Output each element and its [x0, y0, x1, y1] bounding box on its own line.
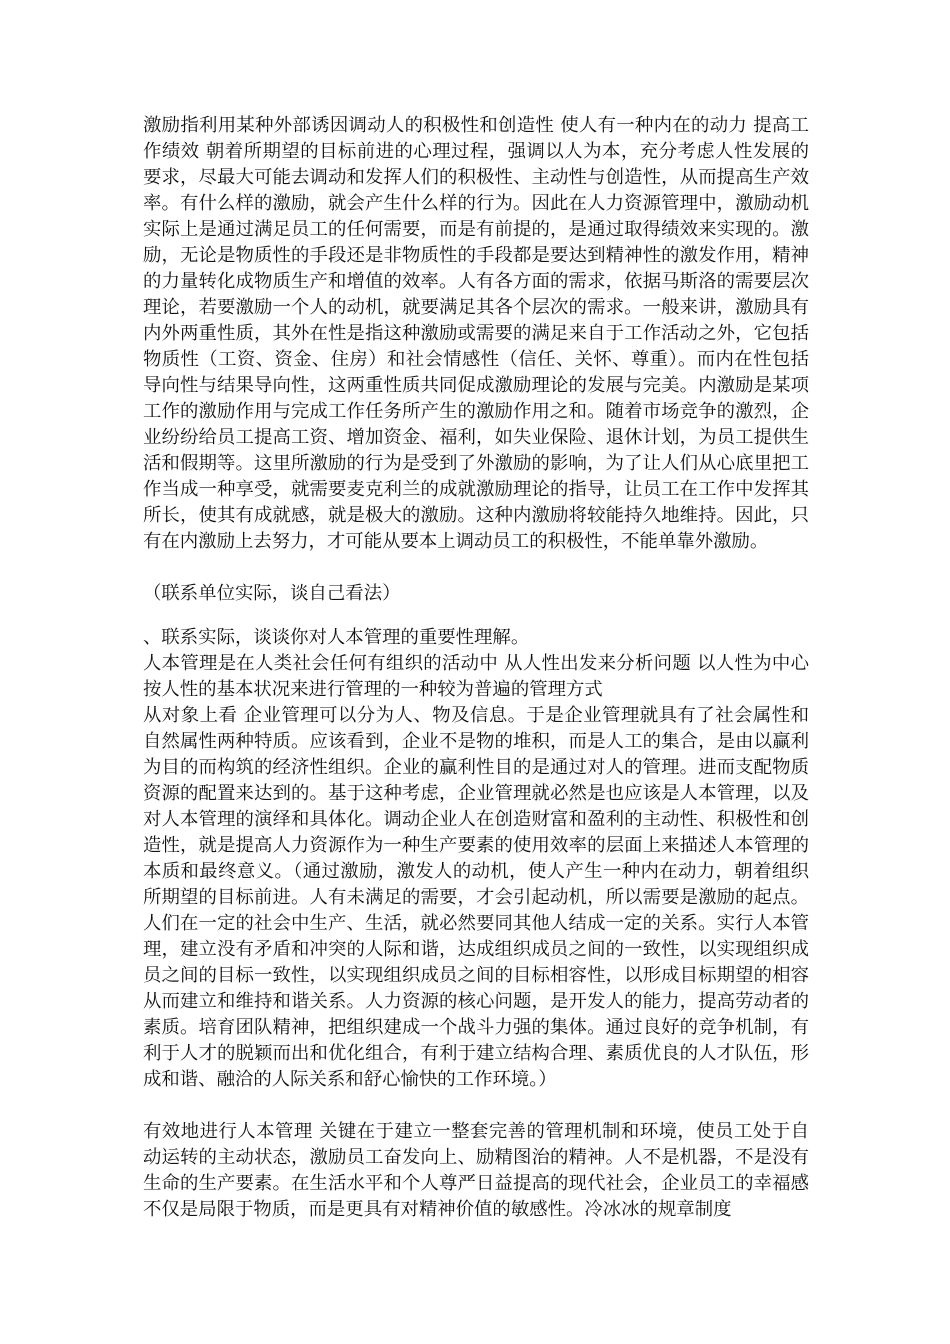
- paragraph-object-perspective: 从对象上看 企业管理可以分为人、物及信息。于是企业管理就具有了社会属性和自然属性两种特质。应该看到，企业不是物的堆积，而是人工的集合，是由以赢利为目的而构筑的经济性组织。企业的赢利性目的是通过对人的管理。进而支配物质资源的配置来达到的。基于这种考虑，企业管理就必然是也应该是人本管理，以及对人本管理的演绎和具体化。调动企业人在创造财富和盈利的主动性、积极性和创造性，就是提高人力资源作为一种生产要素的使用效率的层面上来描述人本管理的本质和最终意义。（通过激励，激发人的动机，使人产生一种内在动力，朝着组织所期望的目标前进。人有未满足的需要，才会引起动机，所以需要是激励的起点。人们在一定的社会中生产、生活，就必然要同其他人结成一定的关系。实行人本管理，建立没有矛盾和冲突的人际和谐，达成组织成员之间的一致性，以实现组织成员之间的目标一致性，以实现组织成员之间的目标相容性，以形成目标期望的相容从而建立和维持和谐关系。人力资源的核心问题，是开发人的能力，提高劳动者的素质。培育团队精神，把组织建成一个战斗力强的集体。通过良好的竞争机制，有利于人才的脱颖而出和优化组合，有利于建立结构合理、素质优良的人才队伍，形成和谐、融洽的人际关系和舒心愉快的工作环境。）: [143, 705, 809, 1090]
- paragraph-assignment-note: （联系单位实际，谈自己看法）: [143, 583, 401, 604]
- paragraph-question-heading: 、联系实际，谈谈你对人本管理的重要性理解。: [143, 627, 530, 648]
- paragraph-human-management-definition: 人本管理是在人类社会任何有组织的活动中 从人性出发来分析问题 以人性为中心 按人性的基本状况来进行管理的一种较为普遍的管理方式: [143, 653, 809, 700]
- paragraph-effective-management: 有效地进行人本管理 关键在于建立一整套完善的管理机制和环境，使员工处于自动运转的主动状态，激励员工奋发向上、励精图治的精神。人不是机器，不是没有生命的生产要素。在生活水平和个人尊严日益提高的现代社会，企业员工的幸福感不仅是局限于物质，而是更具有对精神价值的敏感性。冷冰冰的规章制度: [143, 1121, 809, 1220]
- document-body: [143, 113, 809, 1223]
- paragraph-motivation-definition: 激励指利用某种外部诱因调动人的积极性和创造性 使人有一种内在的动力 提高工作绩效 朝着所期望的目标前进的心理过程，强调以人为本，充分考虑人性发展的要求，尽最大可能去调动和发挥人们的积极性、主动性与创造性，从而提高生产效率。有什么样的激励，就会产生什么样的行为。因此在人力资源管理中，激励动机实际上是通过满足员工的任何需要，而是有前提的，是通过取得绩效来实现的。激励，无论是物质性的手段还是非物质性的手段都是要达到精神性的激发作用，精神的力量转化成物质生产和增值的效率。人有各方面的需求，依据马斯洛的需要层次理论，若要激励一个人的动机，就要满足其各个层次的需求。一般来讲，激励具有内外两重性质，其外在性是指这种激励或需要的满足来自于工作活动之外，它包括物质性（工资、资金、住房）和社会情感性（信任、关怀、尊重）。而内在性包括导向性与结果导向性，这两重性质共同促成激励理论的发展与完美。内激励是某项工作的激励作用与完成工作任务所产生的激励作用之和。随着市场竞争的激烈，企业纷纷给员工提高工资、增加资金、福利，如失业保险、退休计划，为员工提供生活和假期等。这里所激励的行为是受到了外激励的影响，为了让人们从心底里把工作当成一种享受，就需要麦克利兰的成就激励理论的指导，让员工在工作中发挥其所长，使其有成就感，就是极大的激励。这种内激励将较能持久地维持。因此，只有在内激励上去努力，才可能从要本上调动员工的积极性，不能单靠外激励。: [143, 115, 809, 552]
